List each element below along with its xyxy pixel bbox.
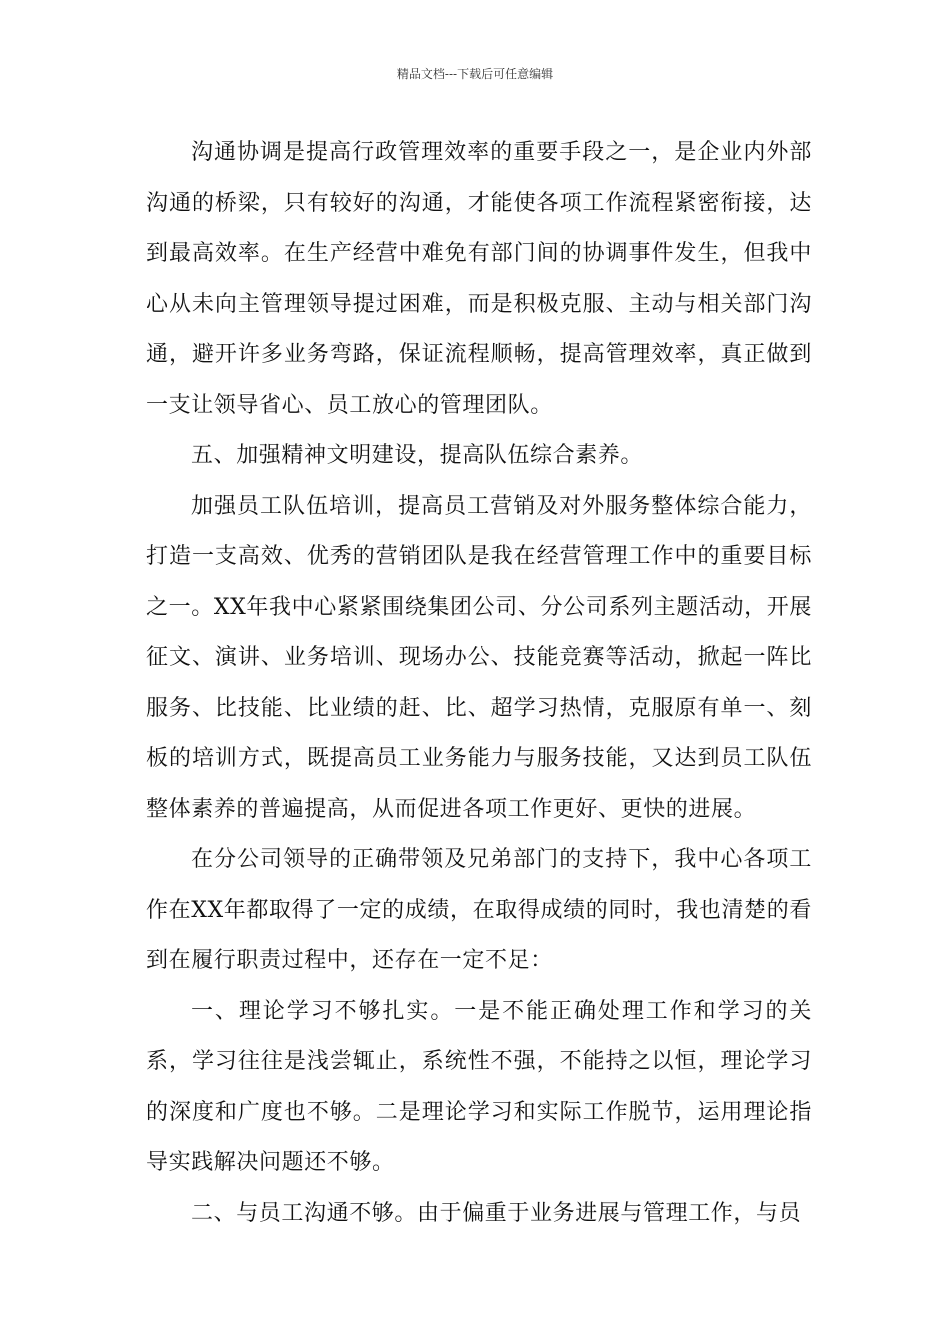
paragraph-shortcoming-two: 二、与员工沟通不够。由于偏重于业务进展与管理工作，与员 [191,1200,802,1226]
paragraph-section-five-heading: 五、加强精神文明建设，提高队伍综合素养。 [191,443,644,468]
paragraph-shortcoming-one: 一、理论学习不够扎实。一是不能正确处理工作和学习的关系，学习往往是浅尝辄止，系统性不强，不能持之以恒，理论学习的深度和广度也不够。二是理论学习和实际工作脱节，运用理论指导实践解决问题还不够。 [146,998,812,1175]
paragraph-achievements: 在分公司领导的正确带领及兄弟部门的支持下，我中心各项工作在XX年都取得了一定的成绩，在取得成绩的同时，我也清楚的看到在履行职责过程中，还存在一定不足： [146,847,812,973]
paragraph-training: 加强员工队伍培训，提高员工营销及对外服务整体综合能力，打造一支高效、优秀的营销团队是我在经营管理工作中的重要目标之一。XX年我中心紧紧围绕集团公司、分公司系列主题活动，开展征文、演讲、业务培训、现场办公、技能竞赛等活动，掀起一阵比服务、比技能、比业绩的赶、比、超学习热情，克服原有单一、刻板的培训方式，既提高员工业务能力与服务技能，又达到员工队伍整体素养的普遍提高，从而促进各项工作更好、更快的进展。 [146,493,812,822]
page-header: 精品文档---下载后可任意编辑 [396,67,554,81]
paragraph-communication: 沟通协调是提高行政管理效率的重要手段之一，是企业内外部沟通的桥梁，只有较好的沟通，才能使各项工作流程紧密衔接，达到最高效率。在生产经营中难免有部门间的协调事件发生，但我中心从未向主管理领导提过困难，而是积极克服、主动与相关部门沟通，避开许多业务弯路，保证流程顺畅，提高管理效率，真正做到一支让领导省心、员工放心的管理团队。 [146,140,812,418]
document-body [146,128,812,1239]
